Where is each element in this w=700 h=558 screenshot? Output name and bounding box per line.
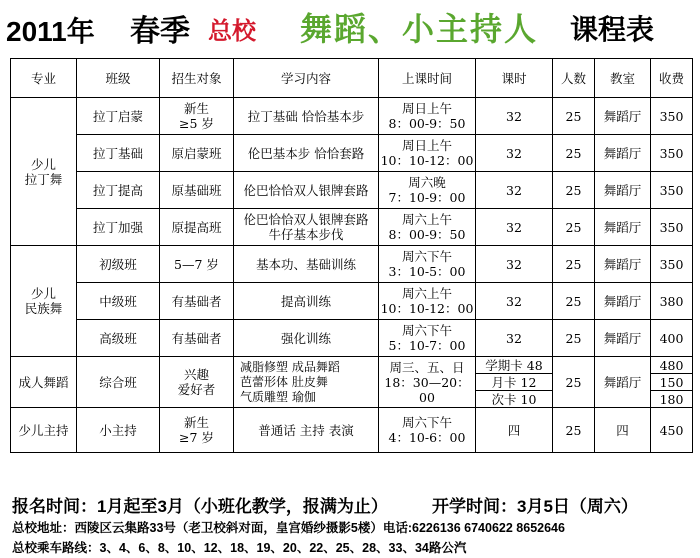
hours-cell: 32 bbox=[476, 320, 553, 357]
title-school: 总校 bbox=[208, 17, 256, 45]
title-season: 春季 bbox=[130, 14, 190, 49]
people-cell: 25 bbox=[553, 320, 595, 357]
target-cell: 原提高班 bbox=[160, 209, 234, 246]
target-cell: 5—7 岁 bbox=[160, 246, 234, 283]
people-cell: 25 bbox=[553, 172, 595, 209]
people-cell: 25 bbox=[553, 135, 595, 172]
class-cell: 初级班 bbox=[77, 246, 160, 283]
major-cell: 少儿主持 bbox=[11, 408, 77, 453]
time-cell: 周三、五、日 18：30—20：00 bbox=[379, 357, 476, 408]
content-cell: 普通话 主持 表演 bbox=[234, 408, 379, 453]
time-cell: 周日上午 8：00-9：50 bbox=[379, 98, 476, 135]
people-cell: 25 bbox=[553, 357, 595, 408]
fee-cell-item: 480 bbox=[651, 357, 692, 374]
major-cell: 成人舞蹈 bbox=[11, 357, 77, 408]
target-cell: 兴趣 爱好者 bbox=[160, 357, 234, 408]
people-cell: 25 bbox=[553, 246, 595, 283]
room-cell: 舞蹈厅 bbox=[595, 357, 651, 408]
table-row-adult bbox=[11, 357, 693, 408]
target-cell: 有基础者 bbox=[160, 283, 234, 320]
table-row bbox=[11, 246, 693, 283]
class-cell: 中级班 bbox=[77, 283, 160, 320]
target-cell: 有基础者 bbox=[160, 320, 234, 357]
address-line: 总校地址：西陵区云集路33号（老卫校斜对面，皇宫婚纱摄影5楼）电话:6226136 6740622 8652646 bbox=[12, 521, 565, 535]
people-cell: 25 bbox=[553, 283, 595, 320]
target-cell: 原基础班 bbox=[160, 172, 234, 209]
room-cell: 舞蹈厅 bbox=[595, 209, 651, 246]
header-major: 专业 bbox=[11, 59, 77, 98]
header-hours: 课时 bbox=[476, 59, 553, 98]
fee-cell: 450 bbox=[651, 408, 693, 453]
content-cell: 减脂修塑 成品舞蹈 芭蕾形体 肚皮舞 气质雕塑 瑜伽 bbox=[234, 357, 379, 408]
major-cell: 少儿 民族舞 bbox=[11, 246, 77, 357]
header-time: 上课时间 bbox=[379, 59, 476, 98]
hours-cell-item: 月卡 12 bbox=[476, 374, 552, 391]
bus-routes: 总校乘车路线：3、4、6、8、10、12、18、19、20、22、25、28、33、34路公汽 bbox=[12, 541, 467, 555]
room-cell: 舞蹈厅 bbox=[595, 283, 651, 320]
hours-cell: 32 bbox=[476, 172, 553, 209]
hours-cell: 四 bbox=[476, 408, 553, 453]
table-row bbox=[11, 135, 693, 172]
fee-cell-item: 180 bbox=[659, 391, 684, 407]
table-row bbox=[11, 209, 693, 246]
class-cell: 小主持 bbox=[77, 408, 160, 453]
class-cell: 拉丁基础 bbox=[77, 135, 160, 172]
class-cell: 综合班 bbox=[77, 357, 160, 408]
people-cell: 25 bbox=[553, 98, 595, 135]
major-cell: 少儿 拉丁舞 bbox=[11, 98, 77, 246]
fee-cell: 350 bbox=[651, 209, 693, 246]
title-dance: 舞蹈、小主持人 bbox=[300, 10, 539, 48]
hours-cell-item: 次卡 10 bbox=[491, 391, 537, 407]
hours-cell: 32 bbox=[476, 98, 553, 135]
time-cell: 周六下午 3：10-5：00 bbox=[379, 246, 476, 283]
header-row bbox=[11, 59, 693, 98]
hours-cell: 32 bbox=[476, 283, 553, 320]
title-year: 2011年 bbox=[6, 16, 95, 47]
fee-cell: 400 bbox=[651, 320, 693, 357]
fee-cell: 350 bbox=[651, 172, 693, 209]
fee-cell: 380 bbox=[651, 283, 693, 320]
content-cell: 伦巴基本步 恰恰套路 bbox=[234, 135, 379, 172]
target-cell: 原启蒙班 bbox=[160, 135, 234, 172]
room-cell: 四 bbox=[595, 408, 651, 453]
room-cell: 舞蹈厅 bbox=[595, 98, 651, 135]
content-cell: 提高训练 bbox=[234, 283, 379, 320]
time-cell: 周六晚 7：10-9：00 bbox=[379, 172, 476, 209]
hours-cell-item: 学期卡 48 bbox=[476, 357, 552, 374]
table-row bbox=[11, 172, 693, 209]
content-cell: 伦巴恰恰双人银牌套路 牛仔基本步伐 bbox=[234, 209, 379, 246]
room-cell: 舞蹈厅 bbox=[595, 246, 651, 283]
class-cell: 拉丁提高 bbox=[77, 172, 160, 209]
hours-cell: 32 bbox=[476, 246, 553, 283]
content-cell: 基本功、基础训练 bbox=[234, 246, 379, 283]
fee-cell: 350 bbox=[651, 246, 693, 283]
time-cell: 周日上午 10：10-12：00 bbox=[379, 135, 476, 172]
class-cell: 拉丁加强 bbox=[77, 209, 160, 246]
header-room: 教室 bbox=[595, 59, 651, 98]
content-cell: 强化训练 bbox=[234, 320, 379, 357]
page-title bbox=[0, 2, 700, 52]
target-cell: 新生 ≥5 岁 bbox=[160, 98, 234, 135]
time-cell: 周六下午 5：10-7：00 bbox=[379, 320, 476, 357]
time-cell: 周六上午 8：00-9：50 bbox=[379, 209, 476, 246]
header-fee: 收费 bbox=[651, 59, 693, 98]
time-cell: 周六下午 4：10-6：00 bbox=[379, 408, 476, 453]
header-content: 学习内容 bbox=[234, 59, 379, 98]
class-cell: 高级班 bbox=[77, 320, 160, 357]
hours-cell: 32 bbox=[476, 135, 553, 172]
table-row bbox=[11, 320, 693, 357]
room-cell: 舞蹈厅 bbox=[595, 135, 651, 172]
signup-time: 报名时间：1月起至3月（小班化教学，报满为止） bbox=[12, 497, 388, 516]
fee-cell: 350 bbox=[651, 98, 693, 135]
time-cell: 周六上午 10：10-12：00 bbox=[379, 283, 476, 320]
title-course: 课程表 bbox=[570, 13, 655, 46]
header-class: 班级 bbox=[77, 59, 160, 98]
table-row bbox=[11, 98, 693, 135]
schedule-table bbox=[10, 58, 693, 453]
table-row bbox=[11, 283, 693, 320]
content-cell: 拉丁基础 恰恰基本步 bbox=[234, 98, 379, 135]
header-people: 人数 bbox=[553, 59, 595, 98]
hours-cell: 32 bbox=[476, 209, 553, 246]
people-cell: 25 bbox=[553, 408, 595, 453]
hours-cell bbox=[476, 357, 553, 408]
class-cell: 拉丁启蒙 bbox=[77, 98, 160, 135]
table-row-host bbox=[11, 408, 693, 453]
start-time: 开学时间：3月5日（周六） bbox=[432, 497, 638, 516]
fee-cell-item: 150 bbox=[651, 374, 692, 391]
people-cell: 25 bbox=[553, 209, 595, 246]
room-cell: 舞蹈厅 bbox=[595, 172, 651, 209]
header-target: 招生对象 bbox=[160, 59, 234, 98]
fee-cell: 350 bbox=[651, 135, 693, 172]
room-cell: 舞蹈厅 bbox=[595, 320, 651, 357]
target-cell: 新生 ≥7 岁 bbox=[160, 408, 234, 453]
fee-cell bbox=[651, 357, 693, 408]
content-cell: 伦巴恰恰双人银牌套路 bbox=[234, 172, 379, 209]
